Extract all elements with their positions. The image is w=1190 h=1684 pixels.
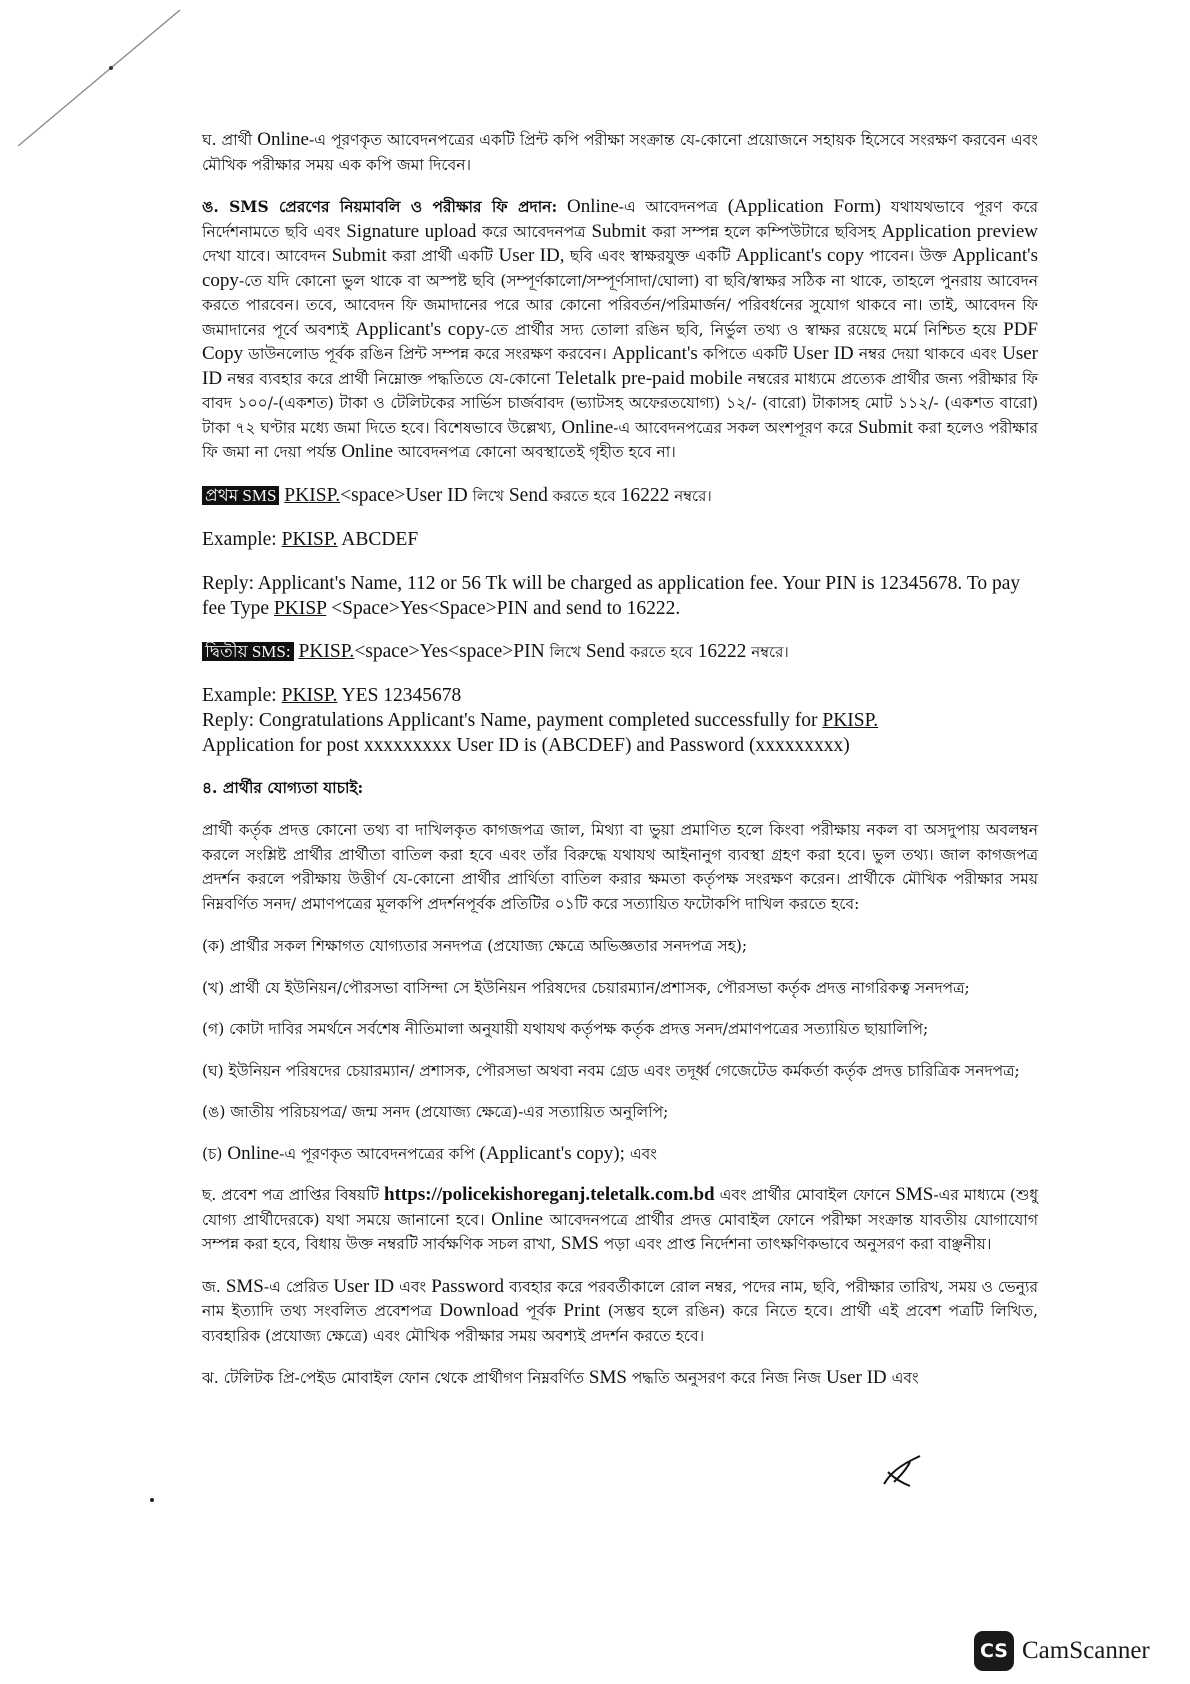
text: -এ আবেদনপত্রের সকল অংশপূরণ করে: [613, 418, 858, 437]
section-heading: ৪. প্রার্থীর যোগ্যতা যাচাই:: [202, 777, 364, 797]
text: (Applicant's copy);: [479, 1142, 625, 1164]
text: নম্বরের মাধ্যমে প্রত্যেক প্রার্থীর জন্য পরীক্ষার ফি বাবদ ১০০/-(একশত) টাকা ও টেলিটকের সার্ভিস চার্জবাবদ (ভ্যাটসহ অফেরতযোগ্য) ১২/- (বারো) টাকাসহ মোট ১১২/- (একশত বারো) টাকা ৭২ ঘণ্টার মধ্যে জমা দিতে হবে। বিশেষভাবে উল্লেখ্য,: [202, 369, 1038, 437]
text: ABCDEF: [341, 528, 419, 550]
text: PDF Copy: [202, 318, 1038, 364]
scan-artifact-line: [14, 6, 184, 166]
text: Print: [563, 1300, 601, 1321]
first-sms-instruction: [202, 483, 1038, 509]
eligibility-paragraph: প্রার্থী কর্তৃক প্রদত্ত কোনো তথ্য বা দাখিলকৃত কাগজপত্র জাল, মিথ্যা বা ভুয়া প্রমাণিত হলে কিংবা পরীক্ষায় নকল বা অসদুপায় অবলম্বন করলে সংশ্লিষ্ট প্রার্থীর প্রার্থীতা বাতিল করা হবে এবং তাঁর বিরুদ্ধে যথাযথ আইনানুগ ব্যবস্থা গ্রহণ করা হবে। ভুল তথ্য। জাল কাগজপত্র প্রদর্শন করলে পরীক্ষায় উত্তীর্ণ যে-কোনো প্রার্থীর প্রার্থিতা বাতিল করার ক্ষমতা কর্তৃপক্ষ সংরক্ষণ করেন। প্রার্থীকে মৌখিক পরীক্ষার সময় নিম্নবর্ণিত সনদ/ প্রমাণপত্রের মূলকপি প্রদর্শনপূর্বক প্রতিটির ০১টি করে সত্যায়িত ফটোকপি দাখিল করতে হবে:: [202, 821, 1038, 913]
text: Teletalk pre-paid mobile: [555, 367, 743, 389]
text: Applicant's copy: [735, 245, 864, 266]
text: জ.: [202, 1277, 226, 1296]
text: Download: [439, 1300, 519, 1321]
text: -এ পূরণকৃত আবেদনপত্রের একটি প্রিন্ট কপি পরীক্ষা সংক্রান্ত যে-কোনো প্রয়োজনে সহায়ক হিসেবে সংরক্ষণ করবেন এবং মৌখিক পরীক্ষার সময় এক কপি জমা দিবেন।: [202, 131, 1038, 174]
sms-keyword: PKISP.: [281, 528, 338, 550]
signature-mark-icon: [880, 1452, 924, 1490]
text: Online: [257, 129, 309, 150]
text: SMS: [560, 1233, 599, 1254]
text: SMS: [895, 1184, 934, 1205]
text: -তে যদি কোনো ভুল থাকে বা অস্পষ্ট ছবি (সম্পূর্ণকালো/সম্পূর্ণসাদা/ঘোলা) বা ছবি/স্বাক্ষর সঠিক না থাকে, তাহলে পুনরায় আবেদন করতে পারবেন। তবে, আবেদন ফি জমাদানের পরে আর কোনো পরিবর্তন/পরিমার্জন/ পরিবর্ধনের সুযোগ থাকবে না। তাই, আবেদন ফি জমাদানের পূর্বে অবশ্যই: [202, 271, 1038, 339]
text: পূর্বক: [518, 1302, 564, 1320]
text: Online: [491, 1208, 543, 1230]
reply-first-sms: [202, 571, 1038, 621]
text: Submit: [331, 245, 387, 266]
text: নম্বর দেয়া থাকবে এবং: [853, 345, 1003, 363]
sms-keyword: PKISP.: [822, 709, 879, 731]
example-first-sms: [202, 527, 1038, 553]
text: ঘ. প্রার্থী: [202, 131, 258, 149]
scan-speck: [150, 1498, 154, 1502]
text: ছ. প্রবেশ পত্র প্রাপ্তির বিষয়টি: [202, 1186, 385, 1204]
document-list-item: (ঘ) ইউনিয়ন পরিষদের চেয়ারম্যান/ প্রশাসক, পৌরসভা অথবা নবম গ্রেড এবং তদূর্ধ্ব গেজেটেড কর্মকর্তা কর্তৃক প্রদত্ত চারিত্রিক সনদপত্র;: [202, 1061, 1020, 1080]
text: ছবি এবং স্বাক্ষরযুক্ত একটি: [564, 247, 736, 265]
text: করতে হবে: [552, 486, 616, 505]
text: এবং প্রার্থীর মোবাইল ফোনে: [714, 1186, 896, 1204]
text: পড়া এবং প্রাপ্ত নির্দেশনা তাৎক্ষণিকভাবে অনুসরণ করা বাঞ্ছনীয়।: [598, 1235, 992, 1253]
text: Application preview: [881, 220, 1038, 242]
text: User ID,: [498, 245, 565, 266]
text: Applicant's copy: [355, 318, 485, 340]
text: যথাযথভাবে পূরণ করে নির্দেশনামতে ছবি এবং: [202, 198, 1038, 241]
document-list-item: (খ) প্রার্থী যে ইউনিয়ন/পৌরসভা বাসিন্দা সে ইউনিয়ন পরিষদের চেয়ারম্যান/প্রশাসক, পৌরসভা কর্তৃক প্রদত্ত নাগরিকত্ব সনদপত্র;: [202, 978, 970, 997]
text: এবং: [886, 1369, 919, 1387]
text: করা সম্পন্ন হলে কম্পিউটারে ছবিসহ: [646, 222, 882, 241]
text: Example:: [202, 684, 277, 706]
text: Online: [341, 441, 394, 462]
text: Example:: [202, 528, 277, 550]
text: এবং: [394, 1277, 432, 1296]
text: করা হলেও পরীক্ষার ফি জমা না দেয়া পর্যন্ত: [202, 418, 1039, 461]
camscanner-text: CamScanner: [1022, 1637, 1150, 1664]
text: SMS: [225, 1275, 264, 1297]
sms-keyword: PKISP: [273, 597, 327, 619]
text: Send: [580, 640, 630, 662]
text: Password: [431, 1275, 505, 1297]
text: (সম্ভব হলে রঙিন) করে নিতে হবে। প্রার্থী এই প্রবেশ পত্রটি লিখিত, ব্যবহারিক (প্রযোজ্য ক্ষেত্রে) এবং মৌখিক পরীক্ষার সময় অবশ্যই প্রদর্শন করতে হবে।: [202, 1302, 1039, 1345]
document-list-item: (গ) কোটা দাবির সমর্থনে সর্বশেষ নীতিমালা অনুযায়ী যথাযথ কর্তৃপক্ষ কর্তৃক প্রদত্ত সনদ/প্রমাণপত্রের সত্যায়িত ছায়ালিপি;: [202, 1020, 929, 1038]
text: <space>User ID: [340, 484, 473, 506]
text: User ID: [202, 343, 1038, 389]
camscanner-logo-icon: CS: [974, 1631, 1014, 1671]
text: আবেদনপত্রে প্রার্থীর প্রদত্ত মোবাইল ফোনে পরীক্ষা সংক্রান্ত যাবতীয় যোগাযোগ সম্পন্ন করা হবে, বিধায় উক্ত নম্বরটি সার্বক্ষণিক সচল রাখা,: [202, 1210, 1038, 1253]
text: কপিতে একটি: [697, 345, 793, 363]
text: -তে প্রার্থীর সদ্য তোলা রঙিন ছবি, নির্ভুল তথ্য ও স্বাক্ষর রয়েছে মর্মে নিশ্চিত হয়ে: [484, 320, 1004, 339]
text: <space>Yes<space>PIN: [354, 640, 550, 662]
text: User ID: [825, 1367, 887, 1388]
text: নম্বরে।: [751, 642, 789, 661]
text: Applicant's: [612, 343, 698, 364]
text: Reply: Congratulations Applicant's Name, payment completed successfully for: [202, 709, 823, 731]
sms-keyword: PKISP.: [284, 484, 341, 506]
text: -এর মাধ্যমে (শুধু যোগ্য প্রার্থীদেরকে) যথা সময়ে জানানো হবে।: [202, 1186, 1039, 1229]
text: SMS: [588, 1367, 627, 1388]
text: নম্বর ব্যবহার করে প্রার্থী নিম্নোক্ত পদ্ধতিতে যে-কোনো: [222, 369, 556, 388]
text: Online: [227, 1142, 280, 1164]
text: -এ আবেদনপত্র: [618, 198, 728, 216]
section-heading: ঙ. SMS প্রেরণের নিয়মাবলি ও পরীক্ষার ফি প্রদান:: [202, 197, 558, 216]
text: নম্বরে।: [674, 486, 712, 505]
camscanner-watermark: [974, 1628, 1150, 1674]
paragraph-admit-card-download: [202, 1275, 1038, 1349]
text: আবেদনপত্র কোনো অবস্থাতেই গৃহীত হবে না।: [393, 443, 676, 461]
text: Online: [561, 416, 614, 438]
text: Application for post xxxxxxxxx User ID is (ABCDEF) and Password (xxxxxxxxx): [202, 734, 850, 756]
document-list-item: [202, 1142, 1038, 1167]
text: করতে হবে: [629, 642, 693, 661]
example-second-sms: [202, 683, 1038, 708]
document-body: [202, 128, 1038, 1391]
text: দেখা যাবে। আবেদন: [202, 247, 332, 265]
text: -এ পূরণকৃত আবেদনপত্রের কপি: [279, 1144, 480, 1163]
text: Submit: [857, 416, 913, 438]
text: (চ): [202, 1144, 228, 1163]
paragraph-teletalk-sms: [202, 1366, 1038, 1391]
text: ডাউনলোড পূর্বক রঙিন প্রিন্ট সম্পন্ন করে সংরক্ষণ করবেন।: [243, 345, 613, 363]
sms-label-badge: দ্বিতীয় SMS:: [202, 642, 294, 661]
text: Submit: [591, 220, 647, 242]
text: <Space>Yes<Space>PIN and send to 16222.: [326, 597, 681, 619]
sms-label-badge: প্রথম SMS: [202, 486, 279, 505]
text: Online: [567, 196, 619, 217]
document-list-item: (ঙ) জাতীয় পরিচয়পত্র/ জন্ম সনদ (প্রযোজ্য ক্ষেত্রে)-এর সত্যায়িত অনুলিপি;: [202, 1103, 669, 1121]
website-url: https://policekishoreganj.teletalk.com.bd: [384, 1184, 715, 1205]
text: এবং: [624, 1144, 657, 1163]
paragraph-sms-rules: [202, 195, 1038, 465]
text: YES 12345678: [341, 684, 462, 706]
text: User ID: [333, 1275, 395, 1297]
text: Signature upload: [346, 220, 477, 242]
text: -এ প্রেরিত: [263, 1277, 334, 1296]
text: করা প্রার্থী একটি: [386, 247, 499, 265]
paragraph-admit-card-notice: [202, 1183, 1038, 1257]
text: 16222: [692, 640, 752, 662]
text: লিখে: [472, 486, 504, 505]
text: User ID: [792, 343, 854, 364]
reply-second-sms: [202, 708, 1038, 758]
sms-keyword: PKISP.: [281, 684, 338, 706]
text: Send: [503, 484, 553, 506]
text: ব্যবহার করে পরবর্তীকালে রোল নম্বর, পদের নাম, ছবি, পরীক্ষার তারিখ, সময় ও ভেন্যুর নাম ইত্যাদি তথ্য সংবলিত প্রবেশপত্র: [202, 1277, 1038, 1320]
text: 16222: [615, 484, 675, 506]
text: লিখে: [549, 642, 581, 661]
text: Applicant's copy: [202, 245, 1038, 291]
sms-keyword: PKISP.: [298, 640, 355, 662]
text: পদ্ধতি অনুসরণ করে নিজ নিজ: [626, 1369, 826, 1387]
text: Reply: Applicant's Name, 112 or 56 Tk will be charged as application fee. Your PIN is 12345678. To pay fee Type: [202, 572, 1021, 619]
second-sms-instruction: [202, 639, 1038, 665]
text: করে আবেদনপত্র: [476, 222, 592, 241]
text: ঝ. টেলিটক প্রি-পেইড মোবাইল ফোন থেকে প্রার্থীগণ নিম্নবর্ণিত: [202, 1369, 589, 1387]
paragraph-gha: [202, 128, 1038, 177]
document-list-item: (ক) প্রার্থীর সকল শিক্ষাগত যোগ্যতার সনদপত্র (প্রযোজ্য ক্ষেত্রে অভিজ্ঞতার সনদপত্র সহ);: [202, 937, 748, 955]
text: (Application Form): [727, 196, 882, 217]
text: পাবেন। উক্ত: [863, 247, 953, 265]
